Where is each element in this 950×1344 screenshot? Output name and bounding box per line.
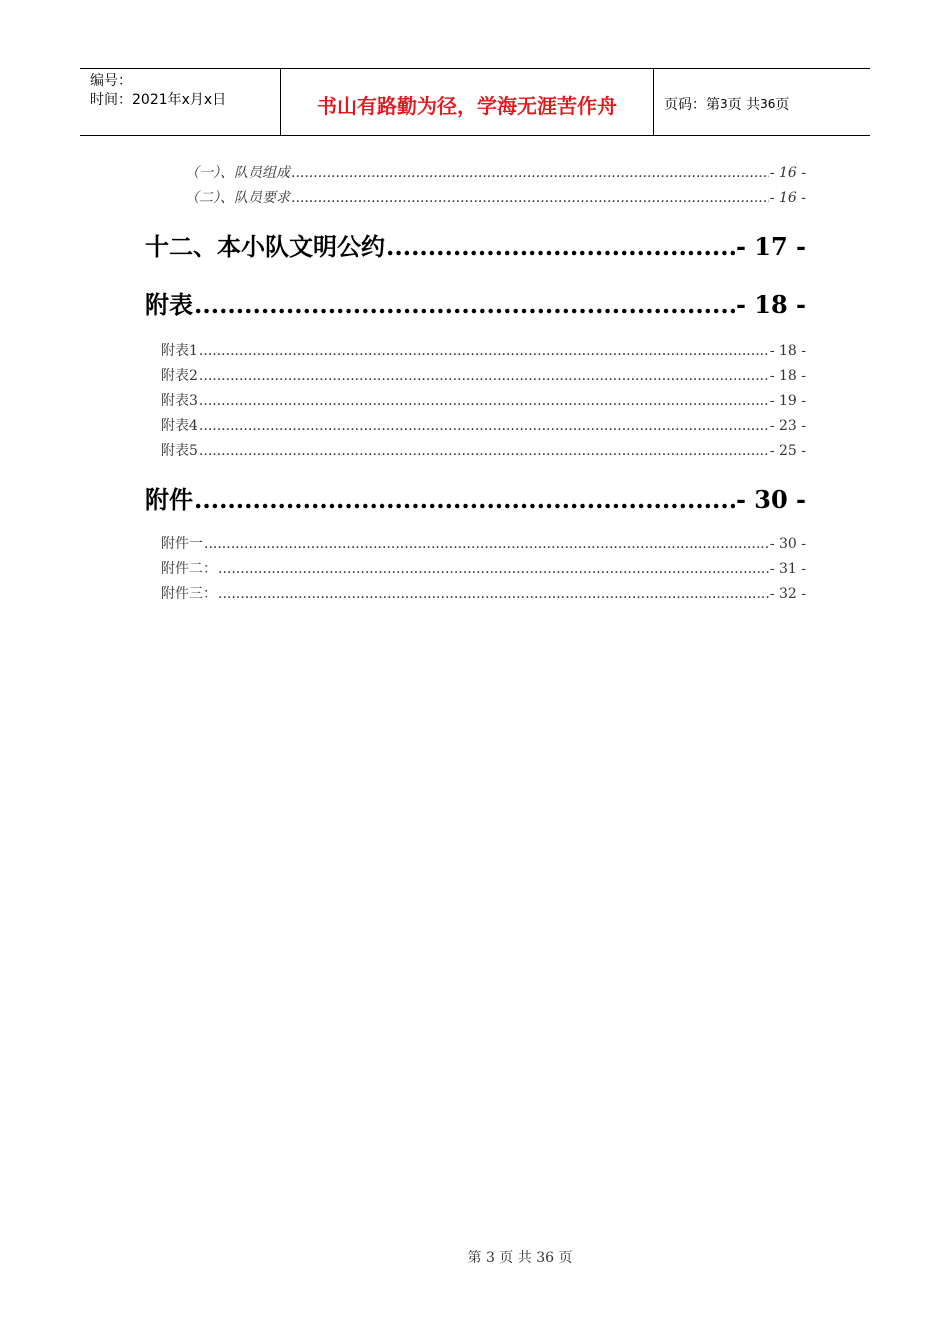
toc-entry-label: 附件 [145,485,193,514]
toc-leader-dots [199,368,769,384]
toc-entry-page: - 18 - [769,368,806,384]
toc-entry[interactable] [161,365,806,385]
page-footer: 第 3 页 共 36 页 [467,1250,573,1266]
toc-entry[interactable] [161,440,806,460]
toc-leader-dots [199,393,769,409]
toc-entry-page: - 16 - [769,165,806,181]
header-page-total: 36 [760,96,776,111]
toc-entry-label: 附件三： [161,586,217,602]
toc-leader-dots [199,443,769,459]
toc-entry-page: - 23 - [769,418,806,434]
toc-entry-label: 附表3 [161,393,198,409]
toc-entry-page: - 18 - [735,290,806,319]
toc-entry-page: - 31 - [769,561,806,577]
toc-entry-label: （一）、队员组成 [185,165,290,181]
toc-entry-page: - 17 - [735,232,806,261]
header-page-current: 3 [720,96,728,111]
toc-entry-page: - 25 - [769,443,806,459]
toc-leader-dots [194,485,735,514]
toc-entry-page: - 32 - [769,586,806,602]
header-motto: 书山有路勤为径，学海无涯苦作舟 [281,69,654,135]
header-code: 编号： [90,73,132,89]
toc-entry[interactable] [145,480,806,515]
header-time: 时间：2021年x月x日 [90,92,227,108]
toc-entry[interactable] [185,187,806,207]
toc-entry-page: - 30 - [769,536,806,552]
toc-entry[interactable] [161,533,806,553]
toc-entry[interactable] [161,415,806,435]
toc-entry[interactable] [161,340,806,360]
toc-leader-dots [199,343,769,359]
toc-entry[interactable] [161,390,806,410]
toc-entry-label: 附表4 [161,418,198,434]
toc-leader-dots [218,586,769,602]
toc-entry-label: 十二、本小队文明公约 [145,232,385,261]
toc-entry[interactable] [161,558,806,578]
toc-leader-dots [386,232,735,261]
toc-leader-dots [291,190,769,206]
toc-entry-page: - 19 - [769,393,806,409]
toc-entry-label: 附件一 [161,536,203,552]
toc-leader-dots [218,561,769,577]
header-page-prefix: 页码：第 [664,96,720,113]
toc-entry-label: 附表5 [161,443,198,459]
toc-entry-page: - 18 - [769,343,806,359]
toc-leader-dots [204,536,769,552]
toc-entry-page: - 30 - [735,485,806,514]
toc-entry-label: 附表2 [161,368,198,384]
toc-leader-dots [194,290,735,319]
toc-entry[interactable] [185,162,806,182]
header-page-suffix: 页 [775,96,790,113]
toc-entry-label: （二）、队员要求 [185,190,290,206]
toc-entry-label: 附表1 [161,343,198,359]
toc-entry[interactable] [145,285,806,320]
toc-entry-label: 附表 [145,290,193,319]
toc-leader-dots [199,418,769,434]
toc-entry[interactable] [145,227,806,262]
toc-entry-page: - 16 - [769,190,806,206]
header-page-mid: 页 共 [727,96,761,113]
toc-entry-label: 附件二： [161,561,217,577]
toc-leader-dots [291,165,769,181]
page-header [80,68,870,136]
header-info-cell [80,69,281,135]
toc-entry[interactable] [161,583,806,603]
header-page-info [654,69,870,135]
